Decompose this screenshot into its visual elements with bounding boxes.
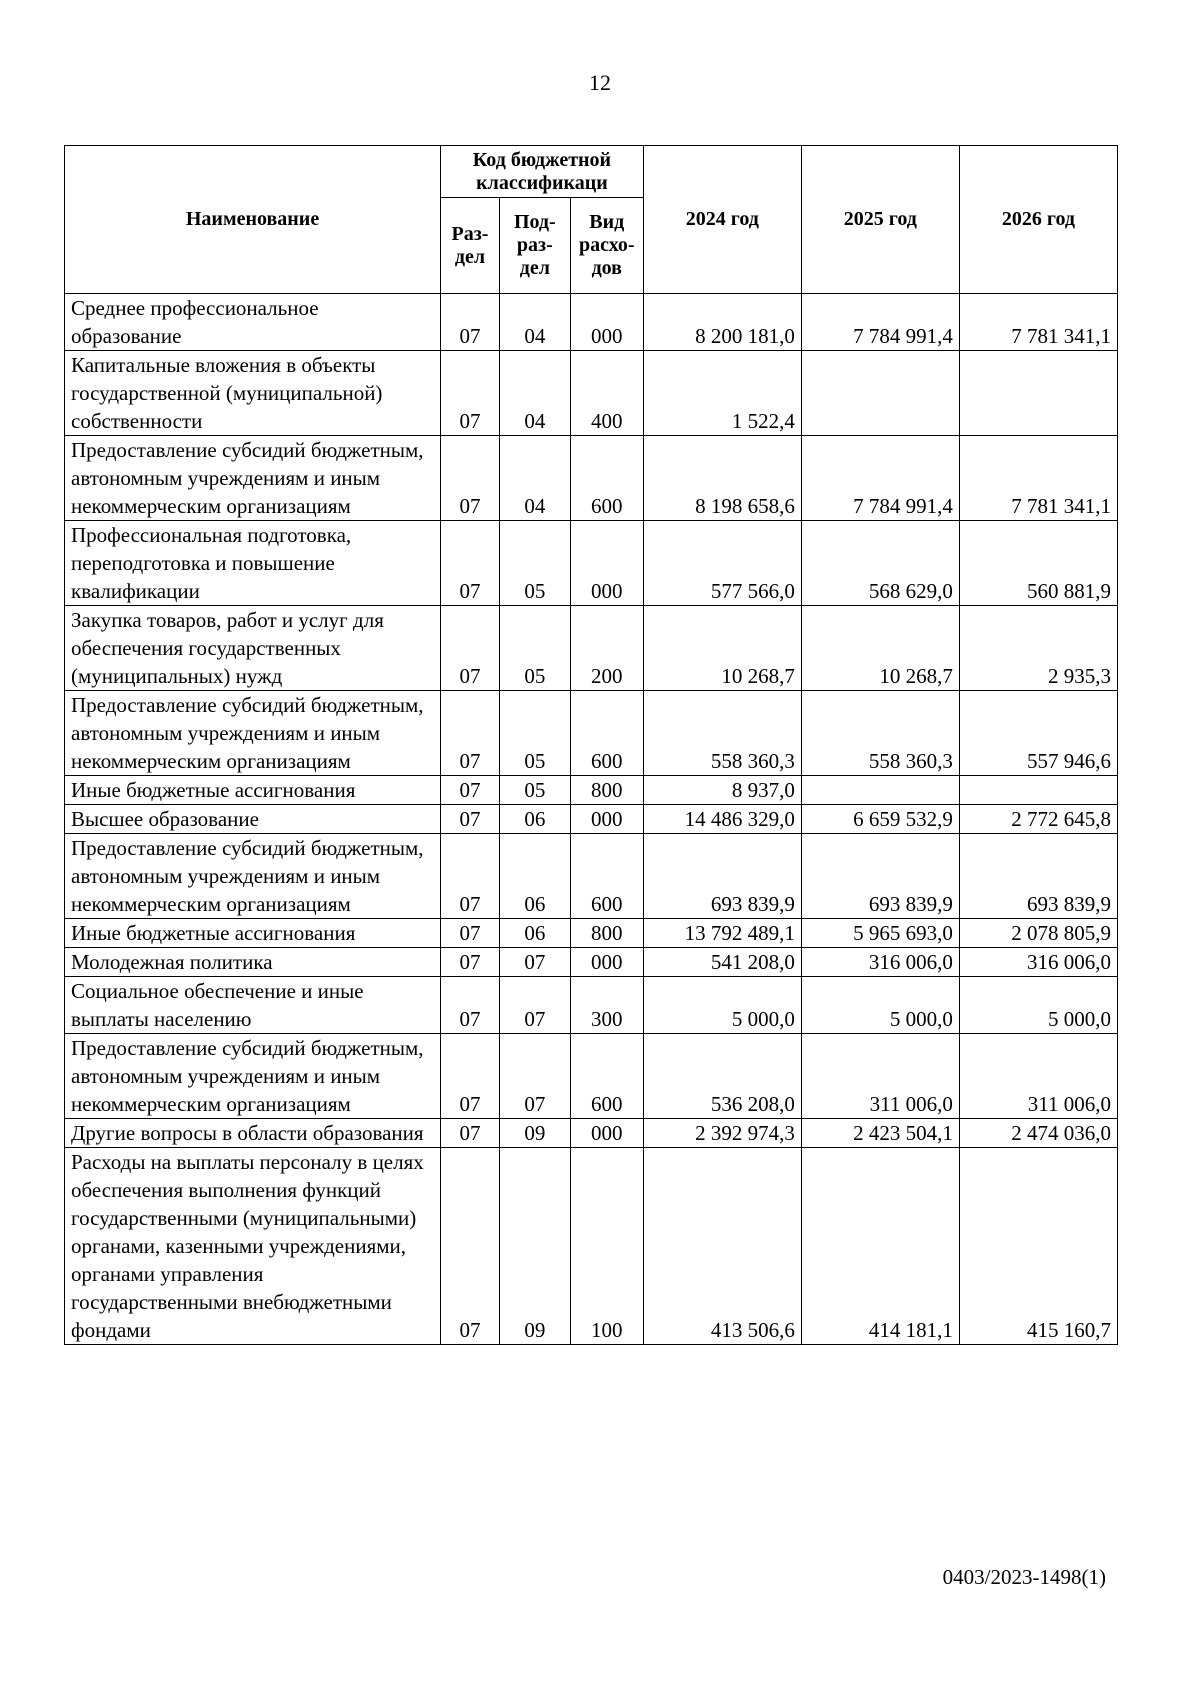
table-body bbox=[65, 294, 1118, 1345]
row-name: Другие вопросы в области образования bbox=[65, 1119, 441, 1148]
row-value-2025: 10 268,7 bbox=[801, 606, 959, 691]
table-row bbox=[65, 294, 1118, 351]
row-value-2024: 10 268,7 bbox=[643, 606, 801, 691]
table-header bbox=[65, 146, 1118, 294]
row-name: Молодежная политика bbox=[65, 948, 441, 977]
row-name: Высшее образование bbox=[65, 805, 441, 834]
row-value-2026: 316 006,0 bbox=[959, 948, 1117, 977]
row-expense-type: 000 bbox=[570, 948, 643, 977]
table-row bbox=[65, 691, 1118, 776]
row-value-2025: 568 629,0 bbox=[801, 521, 959, 606]
row-value-2025: 7 784 991,4 bbox=[801, 294, 959, 351]
row-value-2026: 2 078 805,9 bbox=[959, 919, 1117, 948]
row-expense-type: 600 bbox=[570, 436, 643, 521]
row-name: Предоставление субсидий бюджетным, автономным учреждениям и иным некоммерческим организациям bbox=[65, 691, 441, 776]
row-section: 07 bbox=[441, 606, 500, 691]
table-row bbox=[65, 776, 1118, 805]
row-value-2026: 2 772 645,8 bbox=[959, 805, 1117, 834]
row-expense-type: 000 bbox=[570, 805, 643, 834]
table-row bbox=[65, 1148, 1118, 1345]
row-value-2024: 2 392 974,3 bbox=[643, 1119, 801, 1148]
row-subsection: 07 bbox=[499, 977, 570, 1034]
row-value-2026 bbox=[959, 351, 1117, 436]
row-value-2024: 8 937,0 bbox=[643, 776, 801, 805]
row-value-2025 bbox=[801, 776, 959, 805]
row-value-2026: 7 781 341,1 bbox=[959, 436, 1117, 521]
row-name: Социальное обеспечение и иные выплаты населению bbox=[65, 977, 441, 1034]
table-row bbox=[65, 606, 1118, 691]
table-row bbox=[65, 1034, 1118, 1119]
row-value-2024: 693 839,9 bbox=[643, 834, 801, 919]
row-expense-type: 000 bbox=[570, 1119, 643, 1148]
row-value-2025: 414 181,1 bbox=[801, 1148, 959, 1345]
table-row bbox=[65, 521, 1118, 606]
row-value-2025: 316 006,0 bbox=[801, 948, 959, 977]
row-subsection: 05 bbox=[499, 606, 570, 691]
row-value-2024: 536 208,0 bbox=[643, 1034, 801, 1119]
row-section: 07 bbox=[441, 948, 500, 977]
row-expense-type: 600 bbox=[570, 1034, 643, 1119]
row-subsection: 07 bbox=[499, 948, 570, 977]
row-subsection: 05 bbox=[499, 691, 570, 776]
table-row bbox=[65, 351, 1118, 436]
budget-table bbox=[64, 145, 1118, 1345]
row-section: 07 bbox=[441, 919, 500, 948]
row-name: Среднее профессиональное образование bbox=[65, 294, 441, 351]
row-section: 07 bbox=[441, 1148, 500, 1345]
row-value-2025: 7 784 991,4 bbox=[801, 436, 959, 521]
row-value-2026: 2 935,3 bbox=[959, 606, 1117, 691]
row-value-2024: 577 566,0 bbox=[643, 521, 801, 606]
row-expense-type: 400 bbox=[570, 351, 643, 436]
row-section: 07 bbox=[441, 436, 500, 521]
header-subsection: Под-раз-дел bbox=[499, 198, 570, 294]
row-expense-type: 600 bbox=[570, 691, 643, 776]
row-name: Расходы на выплаты персоналу в целях обеспечения выполнения функций государственными (муниципальными) органами, казенными учреждениями, органами управления государственными внебюджетными фондами bbox=[65, 1148, 441, 1345]
header-name: Наименование bbox=[65, 146, 441, 294]
row-value-2026: 560 881,9 bbox=[959, 521, 1117, 606]
row-expense-type: 100 bbox=[570, 1148, 643, 1345]
row-value-2024: 541 208,0 bbox=[643, 948, 801, 977]
row-value-2024: 13 792 489,1 bbox=[643, 919, 801, 948]
row-expense-type: 000 bbox=[570, 294, 643, 351]
row-expense-type: 800 bbox=[570, 919, 643, 948]
row-subsection: 04 bbox=[499, 294, 570, 351]
row-value-2026: 2 474 036,0 bbox=[959, 1119, 1117, 1148]
row-subsection: 06 bbox=[499, 919, 570, 948]
row-value-2026 bbox=[959, 776, 1117, 805]
row-name: Капитальные вложения в объекты государственной (муниципальной) собственности bbox=[65, 351, 441, 436]
row-name: Предоставление субсидий бюджетным, автономным учреждениям и иным некоммерческим организациям bbox=[65, 834, 441, 919]
row-subsection: 04 bbox=[499, 436, 570, 521]
row-value-2024: 8 198 658,6 bbox=[643, 436, 801, 521]
row-value-2024: 14 486 329,0 bbox=[643, 805, 801, 834]
row-value-2025: 6 659 532,9 bbox=[801, 805, 959, 834]
row-subsection: 06 bbox=[499, 834, 570, 919]
row-value-2025: 2 423 504,1 bbox=[801, 1119, 959, 1148]
row-value-2024: 8 200 181,0 bbox=[643, 294, 801, 351]
row-value-2026: 693 839,9 bbox=[959, 834, 1117, 919]
table-row bbox=[65, 436, 1118, 521]
row-section: 07 bbox=[441, 351, 500, 436]
row-expense-type: 800 bbox=[570, 776, 643, 805]
row-section: 07 bbox=[441, 294, 500, 351]
row-expense-type: 200 bbox=[570, 606, 643, 691]
header-section: Раз-дел bbox=[441, 198, 500, 294]
document-code: 0403/2023-1498(1) bbox=[942, 1565, 1106, 1589]
row-value-2024: 1 522,4 bbox=[643, 351, 801, 436]
row-subsection: 07 bbox=[499, 1034, 570, 1119]
table-row bbox=[65, 834, 1118, 919]
row-subsection: 06 bbox=[499, 805, 570, 834]
row-name: Предоставление субсидий бюджетным, автономным учреждениям и иным некоммерческим организациям bbox=[65, 436, 441, 521]
header-2026: 2026 год bbox=[959, 146, 1117, 294]
row-subsection: 09 bbox=[499, 1119, 570, 1148]
row-value-2025: 5 965 693,0 bbox=[801, 919, 959, 948]
row-value-2026: 311 006,0 bbox=[959, 1034, 1117, 1119]
row-section: 07 bbox=[441, 834, 500, 919]
row-section: 07 bbox=[441, 1119, 500, 1148]
row-value-2025: 5 000,0 bbox=[801, 977, 959, 1034]
row-expense-type: 600 bbox=[570, 834, 643, 919]
row-section: 07 bbox=[441, 805, 500, 834]
header-code-group: Код бюджетной классификаци bbox=[441, 146, 644, 198]
table-row bbox=[65, 919, 1118, 948]
row-section: 07 bbox=[441, 776, 500, 805]
header-expense-type: Вид расхо-дов bbox=[570, 198, 643, 294]
row-subsection: 09 bbox=[499, 1148, 570, 1345]
row-value-2024: 558 360,3 bbox=[643, 691, 801, 776]
row-name: Закупка товаров, работ и услуг для обеспечения государственных (муниципальных) нужд bbox=[65, 606, 441, 691]
row-name: Предоставление субсидий бюджетным, автономным учреждениям и иным некоммерческим организациям bbox=[65, 1034, 441, 1119]
row-expense-type: 300 bbox=[570, 977, 643, 1034]
row-value-2026: 415 160,7 bbox=[959, 1148, 1117, 1345]
table-row bbox=[65, 977, 1118, 1034]
table-row bbox=[65, 805, 1118, 834]
row-subsection: 04 bbox=[499, 351, 570, 436]
row-value-2026: 5 000,0 bbox=[959, 977, 1117, 1034]
row-value-2025 bbox=[801, 351, 959, 436]
header-2025: 2025 год bbox=[801, 146, 959, 294]
row-value-2024: 413 506,6 bbox=[643, 1148, 801, 1345]
row-value-2025: 558 360,3 bbox=[801, 691, 959, 776]
row-value-2026: 557 946,6 bbox=[959, 691, 1117, 776]
row-name: Иные бюджетные ассигнования bbox=[65, 776, 441, 805]
row-value-2026: 7 781 341,1 bbox=[959, 294, 1117, 351]
row-expense-type: 000 bbox=[570, 521, 643, 606]
header-2024: 2024 год bbox=[643, 146, 801, 294]
row-subsection: 05 bbox=[499, 776, 570, 805]
row-section: 07 bbox=[441, 977, 500, 1034]
row-section: 07 bbox=[441, 521, 500, 606]
table-row bbox=[65, 948, 1118, 977]
row-name: Профессиональная подготовка, переподготовка и повышение квалификации bbox=[65, 521, 441, 606]
row-section: 07 bbox=[441, 1034, 500, 1119]
row-section: 07 bbox=[441, 691, 500, 776]
page-number: 12 bbox=[589, 70, 611, 95]
row-value-2025: 693 839,9 bbox=[801, 834, 959, 919]
row-value-2024: 5 000,0 bbox=[643, 977, 801, 1034]
row-subsection: 05 bbox=[499, 521, 570, 606]
row-name: Иные бюджетные ассигнования bbox=[65, 919, 441, 948]
row-value-2025: 311 006,0 bbox=[801, 1034, 959, 1119]
table-row bbox=[65, 1119, 1118, 1148]
